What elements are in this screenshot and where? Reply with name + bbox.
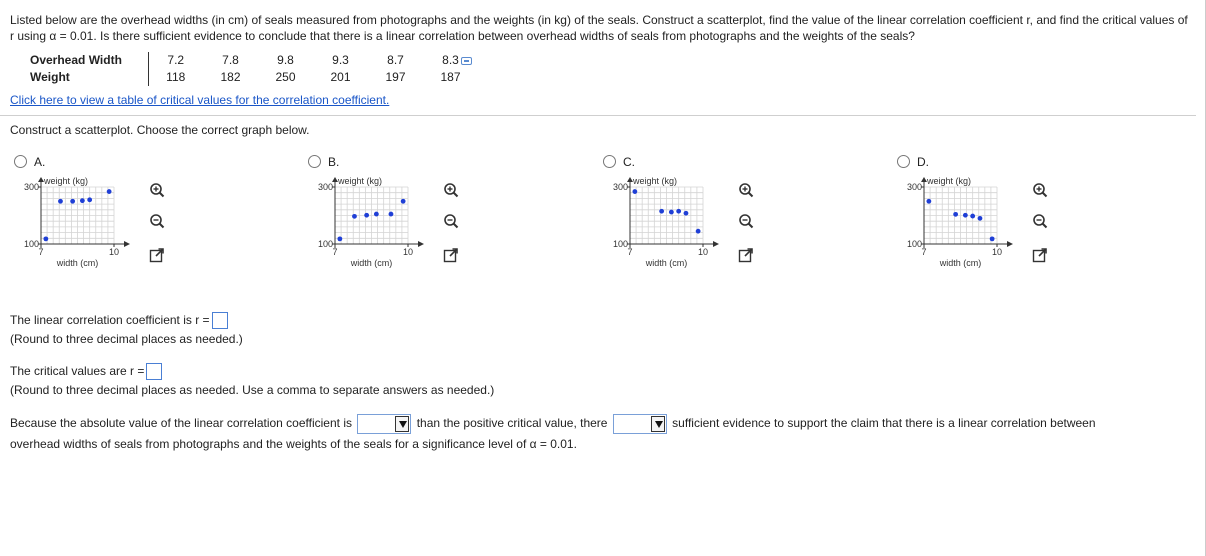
- data-point: [926, 199, 931, 204]
- y-tick-label: 300: [23, 182, 39, 192]
- y-axis-title: weight (kg): [338, 176, 383, 186]
- option-a-label: A.: [34, 155, 46, 169]
- option-a-radio[interactable]: [14, 155, 27, 168]
- data-point: [337, 236, 342, 241]
- width-cell: 9.3: [332, 53, 349, 67]
- weight-row-header: Weight: [30, 69, 148, 86]
- critical-answer-input[interactable]: [146, 363, 162, 380]
- popout-icon[interactable]: [149, 247, 165, 263]
- option-d-radio[interactable]: [897, 155, 910, 168]
- data-table: [30, 52, 478, 86]
- popout-icon[interactable]: [443, 247, 459, 263]
- option-b-label: B.: [328, 155, 340, 169]
- x-tick-label: 7: [332, 247, 338, 257]
- critical-hint: (Round to three decimal places as needed. Use a comma to separate answers as needed.): [10, 383, 495, 397]
- data-point: [990, 236, 995, 241]
- conclusion-line-2: overhead widths of seals from photographs and the weights of the seals for a significance level of α = 0.01.: [10, 437, 577, 451]
- data-point: [389, 212, 394, 217]
- x-tick-label: 10: [697, 247, 709, 257]
- data-point: [80, 198, 85, 203]
- question-prompt: Listed below are the overhead widths (in cm) of seals measured from photographs and the weights (in kg) of the seals. Construct a scatterplot, find the value of the linear correlation coefficient r, and find the critical values of r using α = 0.01. Is there sufficient evidence to conclude that there is a linear correlation between overhead widths of seals from photographs and the weights of the seals?: [10, 13, 1188, 43]
- option-b[interactable]: [308, 152, 508, 292]
- zoom-in-icon[interactable]: [443, 182, 459, 198]
- x-tick-label: 7: [627, 247, 633, 257]
- weight-cell: 201: [330, 70, 351, 84]
- data-point: [70, 199, 75, 204]
- critical-question: [10, 363, 162, 380]
- option-a[interactable]: [14, 152, 214, 292]
- x-axis-title: width (cm): [56, 258, 99, 268]
- weight-cell: 187: [440, 70, 461, 84]
- weight-cell: 197: [385, 70, 406, 84]
- x-axis-title: width (cm): [939, 258, 982, 268]
- conclusion-part-2: than the positive critical value, there: [416, 416, 608, 431]
- option-c[interactable]: [603, 152, 803, 292]
- y-tick-label: 100: [906, 239, 922, 249]
- y-tick-label: 100: [23, 239, 39, 249]
- x-tick-label: 10: [991, 247, 1003, 257]
- construct-instruction: Construct a scatterplot. Choose the correct graph below.: [10, 123, 310, 137]
- copy-table-icon[interactable]: [461, 57, 472, 65]
- x-tick-label: 10: [402, 247, 414, 257]
- weight-cell: 118: [166, 70, 186, 84]
- data-point: [107, 189, 112, 194]
- y-tick-label: 100: [612, 239, 628, 249]
- popout-icon[interactable]: [1032, 247, 1048, 263]
- width-cell: 8.3: [442, 53, 459, 67]
- y-axis-title: weight (kg): [44, 176, 89, 186]
- zoom-in-icon[interactable]: [1032, 182, 1048, 198]
- zoom-in-icon[interactable]: [738, 182, 754, 198]
- zoom-out-icon[interactable]: [149, 213, 165, 229]
- r-question: [10, 312, 228, 329]
- width-cell: 9.8: [277, 53, 294, 67]
- option-b-scatterplot: [308, 177, 438, 277]
- x-axis-arrow: [1007, 241, 1013, 247]
- width-row-header: Overhead Width: [30, 52, 148, 69]
- x-axis-arrow: [713, 241, 719, 247]
- data-point: [676, 209, 681, 214]
- option-d[interactable]: [897, 152, 1097, 292]
- x-tick-label: 10: [108, 247, 120, 257]
- option-d-scatterplot: [897, 177, 1027, 277]
- r-question-text: The linear correlation coefficient is r =: [10, 313, 210, 327]
- zoom-out-icon[interactable]: [443, 213, 459, 229]
- data-point: [684, 211, 689, 216]
- y-tick-label: 300: [317, 182, 333, 192]
- width-cell: 7.8: [222, 53, 239, 67]
- zoom-out-icon[interactable]: [738, 213, 754, 229]
- data-point: [43, 236, 48, 241]
- y-axis-title: weight (kg): [927, 176, 972, 186]
- conclusion-part-3: sufficient evidence to support the claim that there is a linear correlation between: [672, 416, 1096, 431]
- conclusion-part-1: Because the absolute value of the linear correlation coefficient is: [10, 416, 352, 431]
- y-tick-label: 300: [906, 182, 922, 192]
- r-hint: (Round to three decimal places as needed.): [10, 332, 243, 346]
- option-b-radio[interactable]: [308, 155, 321, 168]
- data-point: [58, 199, 63, 204]
- dropdown-arrow-icon: [395, 416, 409, 432]
- y-tick-label: 300: [612, 182, 628, 192]
- data-point: [659, 209, 664, 214]
- data-point: [963, 213, 968, 218]
- conclusion-line-1: [10, 414, 1190, 434]
- data-point: [669, 210, 674, 215]
- x-axis-arrow: [418, 241, 424, 247]
- data-point: [978, 216, 983, 221]
- critical-question-text: The critical values are r =: [10, 364, 145, 378]
- y-tick-label: 100: [317, 239, 333, 249]
- option-c-label: C.: [623, 155, 635, 169]
- width-row: [30, 52, 478, 69]
- x-tick-label: 7: [921, 247, 927, 257]
- data-point: [374, 212, 379, 217]
- section-divider: [0, 115, 1196, 116]
- option-a-scatterplot: [14, 177, 144, 277]
- weight-cell: 182: [220, 70, 241, 84]
- critical-values-link[interactable]: Click here to view a table of critical values for the correlation coefficient.: [10, 93, 390, 107]
- x-axis-title: width (cm): [645, 258, 688, 268]
- dropdown-arrow-icon: [651, 416, 665, 432]
- y-axis-title: weight (kg): [633, 176, 678, 186]
- data-point: [953, 212, 958, 217]
- data-point: [632, 189, 637, 194]
- x-axis-title: width (cm): [350, 258, 393, 268]
- popout-icon[interactable]: [738, 247, 754, 263]
- data-point: [696, 229, 701, 234]
- data-point: [401, 199, 406, 204]
- data-point: [970, 214, 975, 219]
- r-answer-input[interactable]: [212, 312, 228, 329]
- width-cell: 7.2: [167, 53, 185, 67]
- evidence-dropdown[interactable]: [613, 414, 667, 434]
- data-point: [87, 197, 92, 202]
- weight-cell: 250: [275, 70, 296, 84]
- data-point: [364, 213, 369, 218]
- width-cell: 8.7: [387, 53, 404, 67]
- x-axis-arrow: [124, 241, 130, 247]
- x-tick-label: 7: [38, 247, 44, 257]
- comparison-dropdown[interactable]: [357, 414, 411, 434]
- weight-row: [30, 69, 478, 86]
- option-c-radio[interactable]: [603, 155, 616, 168]
- data-point: [352, 214, 357, 219]
- option-d-label: D.: [917, 155, 929, 169]
- zoom-out-icon[interactable]: [1032, 213, 1048, 229]
- option-c-scatterplot: [603, 177, 733, 277]
- zoom-in-icon[interactable]: [149, 182, 165, 198]
